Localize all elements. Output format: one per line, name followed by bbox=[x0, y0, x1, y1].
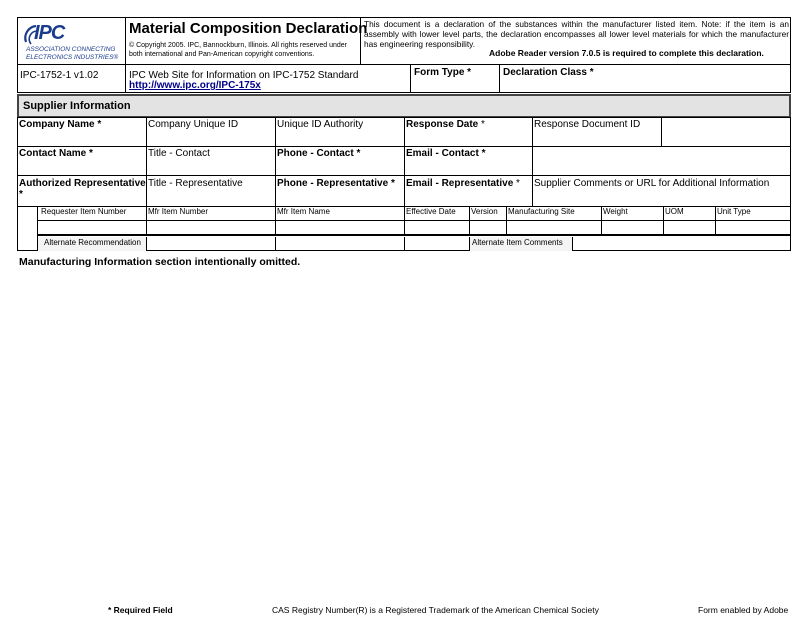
response-date-field[interactable] bbox=[404, 117, 533, 147]
company-name-field[interactable] bbox=[17, 117, 147, 147]
website-box bbox=[125, 64, 411, 93]
required-mark: * bbox=[481, 148, 486, 159]
requester-item-number-input[interactable] bbox=[37, 221, 147, 236]
col-requester-item-number: Requester Item Number bbox=[37, 206, 147, 222]
page-title: Material Composition Declaration bbox=[129, 20, 368, 37]
weight-input[interactable] bbox=[601, 221, 664, 236]
alternate-recommendation-label: Alternate Recommendation bbox=[37, 237, 147, 251]
version-label: IPC-1752-1 v1.02 bbox=[20, 70, 99, 81]
required-mark: * bbox=[356, 148, 361, 159]
alternate-item-comments-input[interactable] bbox=[572, 237, 791, 251]
supplier-comments-field[interactable] bbox=[532, 175, 791, 207]
logo-subtext-1: ASSOCIATION CONNECTING bbox=[26, 46, 116, 53]
mfr-item-name-input[interactable] bbox=[275, 221, 405, 236]
required-field-note: * Required Field bbox=[108, 605, 173, 615]
required-mark: * bbox=[390, 178, 395, 189]
response-document-id-label: Response Document ID bbox=[534, 119, 641, 130]
description-box bbox=[360, 17, 791, 65]
col-unit-type: Unit Type bbox=[717, 207, 751, 216]
cas-note: CAS Registry Number(R) is a Registered Trademark of the American Chemical Society bbox=[272, 605, 599, 615]
declaration-class-label: Declaration Class * bbox=[503, 67, 594, 78]
col-uom: UOM bbox=[663, 206, 716, 222]
description-text: This document is a declaration of the substances within the manufacturer listed item. Note: if the item is an assembly with lower level parts, the declaration encompasses all lower level materials for which the manufacturer has engineering responsibility. bbox=[364, 19, 789, 49]
version-input[interactable] bbox=[469, 221, 507, 236]
item-row-gutter bbox=[18, 206, 38, 251]
required-mark: * bbox=[89, 148, 93, 159]
effective-date-input[interactable] bbox=[404, 221, 470, 236]
unit-type-input[interactable] bbox=[715, 221, 791, 236]
manufacturing-note: Manufacturing Information section intentionally omitted. bbox=[19, 256, 301, 268]
form-type-field[interactable] bbox=[410, 64, 500, 93]
required-mark: * bbox=[516, 178, 520, 189]
header-logo-box bbox=[17, 17, 126, 65]
supplier-section-title: Supplier Information bbox=[23, 100, 131, 112]
email-contact-field[interactable] bbox=[404, 146, 533, 176]
supplier-comments-label: Supplier Comments or URL for Additional Information bbox=[534, 178, 770, 189]
unique-id-authority-field[interactable] bbox=[275, 117, 405, 147]
email-rep-label: Email - Representative bbox=[406, 178, 514, 189]
title-rep-label: Title - Representative bbox=[148, 178, 243, 189]
company-name-label: Company Name bbox=[19, 119, 95, 130]
response-document-id-field[interactable] bbox=[532, 117, 662, 147]
logo-text: IPC bbox=[34, 22, 65, 44]
logo-subtext-2: ELECTRONICS INDUSTRIES® bbox=[26, 54, 119, 61]
col-manufacturing-site: Manufacturing Site bbox=[506, 206, 602, 222]
email-contact-value[interactable] bbox=[532, 146, 791, 176]
response-document-id-value[interactable] bbox=[661, 117, 791, 147]
title-contact-label: Title - Contact bbox=[148, 148, 210, 159]
response-date-label: Response Date bbox=[406, 119, 479, 130]
phone-rep-label: Phone - Representative bbox=[277, 178, 389, 189]
copyright-text: © Copyright 2005. IPC, Bannockburn, Illinois. All rights reserved under both international and Pan-American copyright conventions. bbox=[129, 42, 347, 58]
phone-contact-label: Phone - Contact bbox=[277, 148, 354, 159]
required-mark: * bbox=[19, 189, 23, 200]
company-unique-id-field[interactable] bbox=[146, 117, 276, 147]
contact-name-label: Contact Name bbox=[19, 148, 87, 159]
title-rep-field[interactable] bbox=[146, 175, 276, 207]
required-mark: * bbox=[481, 119, 485, 130]
reader-note: Adobe Reader version 7.0.5 is required to complete this declaration. bbox=[489, 48, 764, 58]
title-box bbox=[125, 17, 368, 65]
contact-name-field[interactable] bbox=[17, 146, 147, 176]
col-version: Version bbox=[469, 206, 507, 222]
version-box bbox=[17, 64, 126, 93]
authorized-rep-label: Authorized Representative bbox=[19, 178, 146, 189]
mfr-item-number-input[interactable] bbox=[146, 221, 276, 236]
form-type-label: Form Type * bbox=[414, 67, 472, 78]
website-link[interactable]: http://www.ipc.org/IPC-175x bbox=[129, 80, 261, 91]
required-mark: * bbox=[97, 119, 102, 130]
website-label: IPC Web Site for Information on IPC-1752 Standard bbox=[129, 70, 359, 81]
declaration-class-field[interactable] bbox=[499, 64, 791, 93]
alternate-recommendation-input-2[interactable] bbox=[275, 237, 405, 251]
phone-contact-field[interactable] bbox=[275, 146, 405, 176]
authorized-rep-field[interactable] bbox=[17, 175, 147, 207]
alternate-recommendation-input[interactable] bbox=[146, 237, 276, 251]
supplier-section-header bbox=[17, 94, 791, 118]
col-weight: Weight bbox=[601, 206, 664, 222]
col-mfr-item-name: Mfr Item Name bbox=[275, 206, 405, 222]
title-contact-field[interactable] bbox=[146, 146, 276, 176]
uom-input[interactable] bbox=[663, 221, 716, 236]
email-rep-field[interactable] bbox=[404, 175, 533, 207]
phone-rep-field[interactable] bbox=[275, 175, 405, 207]
company-unique-id-label: Company Unique ID bbox=[148, 119, 239, 130]
manufacturing-site-input[interactable] bbox=[506, 221, 602, 236]
email-contact-label: Email - Contact bbox=[406, 148, 479, 159]
col-mfr-item-number: Mfr Item Number bbox=[146, 206, 276, 222]
col-effective-date: Effective Date bbox=[404, 206, 470, 222]
form-enabled-note: Form enabled by Adobe bbox=[698, 605, 789, 615]
alternate-item-comments-label: Alternate Item Comments bbox=[469, 237, 573, 251]
unique-id-authority-label: Unique ID Authority bbox=[277, 119, 364, 130]
